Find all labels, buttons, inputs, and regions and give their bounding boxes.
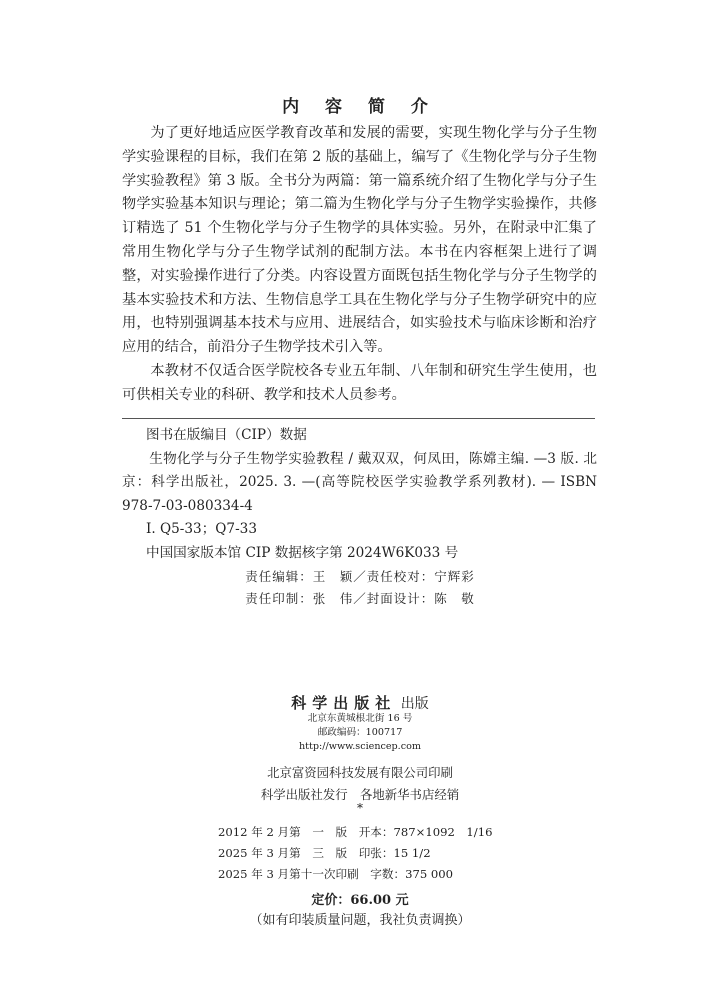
- publisher-suffix: 出版: [400, 696, 429, 712]
- publisher-address-block: [0, 712, 720, 754]
- summary-paragraph-2: 本教材不仅适合医学院校各专业五年制、八年制和研究生学生使用，也可供相关专业的科研、教学和技术人员参考。: [122, 362, 597, 403]
- page-title: 内 容 简 介: [282, 97, 438, 117]
- editor-credits: [0, 566, 720, 610]
- edition-row-3: 2025 年 3 月第十一次印刷 字数：375 000: [218, 867, 454, 881]
- publisher-name: 科学出版社: [291, 694, 397, 712]
- edition-row-2: 2025 年 3 月第 三 版 印张：15 1/2: [218, 846, 431, 860]
- summary-paragraph-1: 为了更好地适应医学教育改革和发展的需要，实现生物化学与分子生物学实验课程的目标，我们在第 2 版的基础上，编写了《生物化学与分子生物学实验教程》第 3 版。全书分为两篇：第一篇系统介绍了生物化学与分子生物学实验基本知识与理论；第二篇为生物化学与分子生物学实验操作，共修订精选了 51 个生物化学与分子生物学的具体实验。另外，在附录中汇集了常用生物化学与分子生物学试剂的配制方法。本书在内容框架上进行了调整，对实验操作进行了分类。内容设置方面既包括生物化学与分子生物学的基本实验技术和方法、生物信息学工具在生物化学与分子生物学研究中的应用，也特别强调基本技术与应用、进展结合，如实验技术与临床诊断和治疗应用的结合，前沿分子生物学技术引入等。: [122, 125, 597, 356]
- publisher-address: 北京东黄城根北街 16 号: [307, 713, 413, 724]
- cip-classification: Ⅰ. Q5-33；Q7-33: [146, 521, 257, 538]
- quality-note: （如有印装质量问题，我社负责调换）: [249, 913, 471, 928]
- edition-info: [218, 822, 492, 885]
- cip-registration: 中国国家版本馆 CIP 数据核字第 2024W6K033 号: [146, 544, 459, 561]
- edition-row-1: 2012 年 2 月第 一 版 开本：787×1092 1/16: [218, 825, 493, 839]
- summary-section: [122, 122, 597, 408]
- credits-line-2: 责任印制：张 伟／封面设计：陈 敬: [245, 591, 475, 606]
- separator-star: *: [357, 801, 363, 815]
- publisher-line: [0, 692, 720, 713]
- credits-line-1: 责任编辑：王 颖／责任校对：宁辉彩: [245, 569, 475, 584]
- cip-record-text: 生物化学与分子生物学实验教程 / 戴双双，何凤田，陈嫦主编. —3 版. 北京：科学出版社，2025. 3. —(高等院校医学实验教学系列教材). — ISBN 978-7-03-080334-4: [122, 450, 597, 514]
- printing-info: [0, 762, 720, 806]
- price: 定价：66.00 元: [311, 893, 409, 908]
- publisher-postcode: 邮政编码：100717: [317, 727, 403, 738]
- printer-name: 北京富资园科技发展有限公司印刷: [267, 765, 453, 780]
- divider: [122, 418, 595, 419]
- distributor: 科学出版社发行 各地新华书店经销: [260, 787, 460, 802]
- publisher-url: http://www.sciencep.com: [299, 741, 421, 752]
- cip-heading: 图书在版编目（CIP）数据: [146, 427, 307, 443]
- cip-block: [122, 424, 597, 566]
